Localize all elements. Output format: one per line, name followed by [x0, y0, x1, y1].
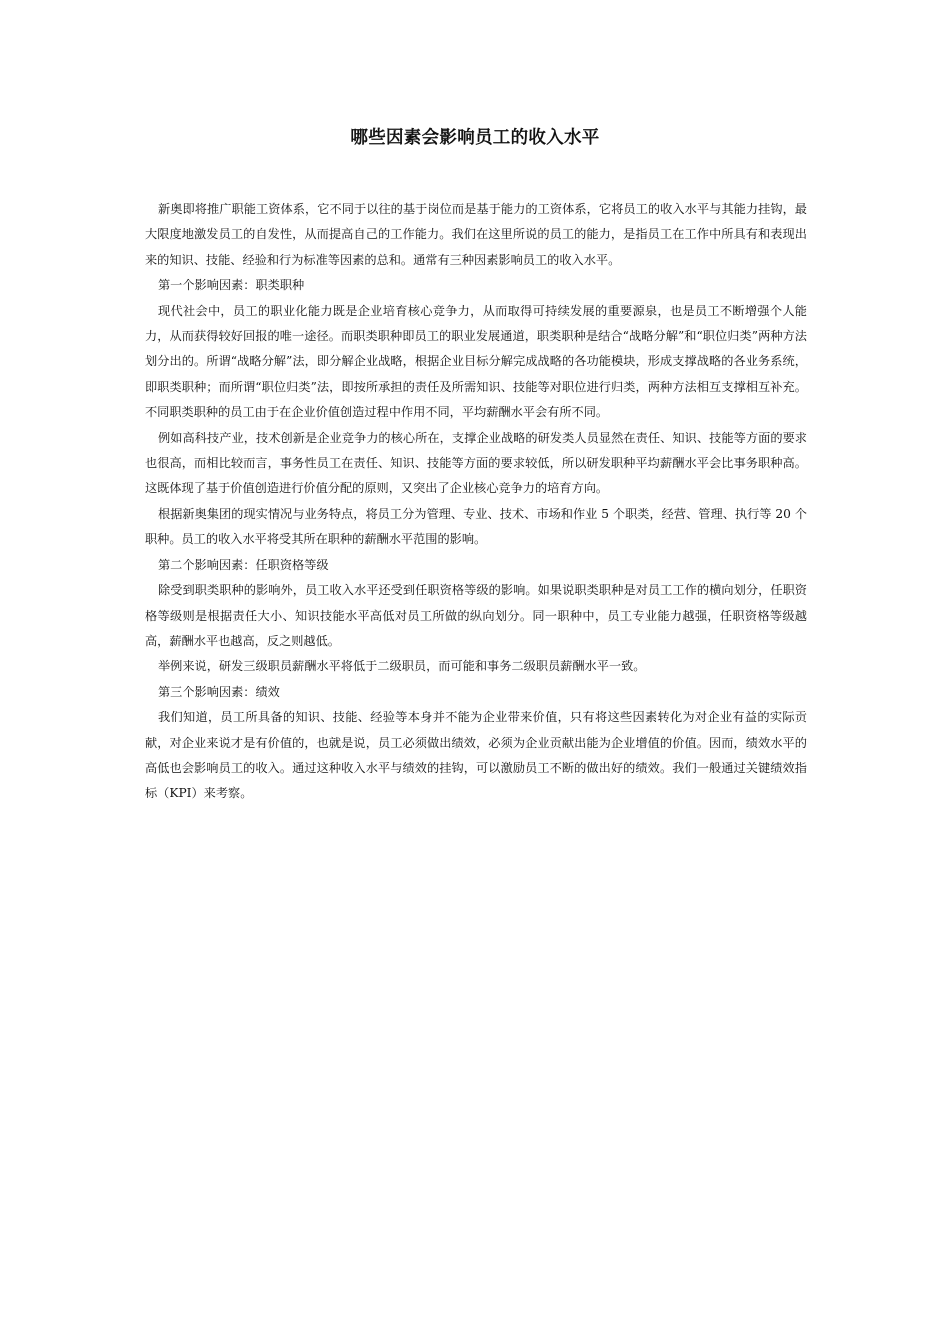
- document-body: [145, 197, 807, 807]
- heading-factor-1: 第一个影响因素：职类职种: [158, 278, 305, 293]
- paragraph-factor-2-example: 举例来说，研发三级职员薪酬水平将低于二级职员，而可能和事务二级职员薪酬水平一致。: [158, 659, 646, 674]
- heading-factor-3: 第三个影响因素：绩效: [158, 684, 280, 699]
- paragraph-factor-1-example: 例如高科技产业，技术创新是企业竞争力的核心所在，支撑企业战略的研发类人员显然在责任、知识、技能等方面的要求也很高，而相比较而言，事务性员工在责任、知识、技能等方面的要求较低，所以研发职种平均薪酬水平会比事务职种高。这既体现了基于价值创造进行价值分配的原则，又突出了企业核心竞争力的培育方向。: [145, 430, 807, 496]
- paragraph-intro: 新奥即将推广职能工资体系，它不同于以往的基于岗位而是基于能力的工资体系，它将员工的收入水平与其能力挂钩，最大限度地激发员工的自发性，从而提高自己的工作能力。我们在这里所说的员工的能力，是指员工在工作中所具有和表现出来的知识、技能、经验和行为标准等因素的总和。通常有三种因素影响员工的收入水平。: [145, 202, 807, 267]
- paragraph-factor-2-explanation: 除受到职类职种的影响外，员工收入水平还受到任职资格等级的影响。如果说职类职种是对员工工作的横向划分，任职资格等级则是根据责任大小、知识技能水平高低对员工所做的纵向划分。同一职种中，员工专业能力越强，任职资格等级越高，薪酬水平也越高，反之则越低。: [145, 583, 807, 648]
- document-title: 哪些因素会影响员工的收入水平: [350, 128, 600, 148]
- heading-factor-2: 第二个影响因素：任职资格等级: [158, 557, 329, 572]
- paragraph-factor-1-xinao: 根据新奥集团的现实情况与业务特点，将员工分为管理、专业、技术、市场和作业 5 个职类，经营、管理、执行等 20 个职种。员工的收入水平将受其所在职种的薪酬水平范围的影响。: [145, 506, 807, 547]
- paragraph-factor-1-explanation: 现代社会中，员工的职业化能力既是企业培育核心竞争力，从而取得可持续发展的重要源泉，也是员工不断增强个人能力，从而获得较好回报的唯一途径。而职类职种即员工的职业发展通道，职类职种是结合“战略分解”和“职位归类”两种方法划分出的。所谓“战略分解”法，即分解企业战略，根据企业目标分解完成战略的各功能模块，形成支撑战略的各业务系统，即职类职种；而所谓“职位归类”法，即按所承担的责任及所需知识、技能等对职位进行归类，两种方法相互支撑相互补充。不同职类职种的员工由于在企业价值创造过程中作用不同，平均薪酬水平会有所不同。: [145, 303, 807, 420]
- paragraph-factor-3-explanation: 我们知道，员工所具备的知识、技能、经验等本身并不能为企业带来价值，只有将这些因素转化为对企业有益的实际贡献，对企业来说才是有价值的，也就是说，员工必须做出绩效，必须为企业贡献出能为企业增值的价值。因而，绩效水平的高低也会影响员工的收入。通过这种收入水平与绩效的挂钩，可以激励员工不断的做出好的绩效。我们一般通过关键绩效指标（KPI）来考察。: [145, 710, 807, 801]
